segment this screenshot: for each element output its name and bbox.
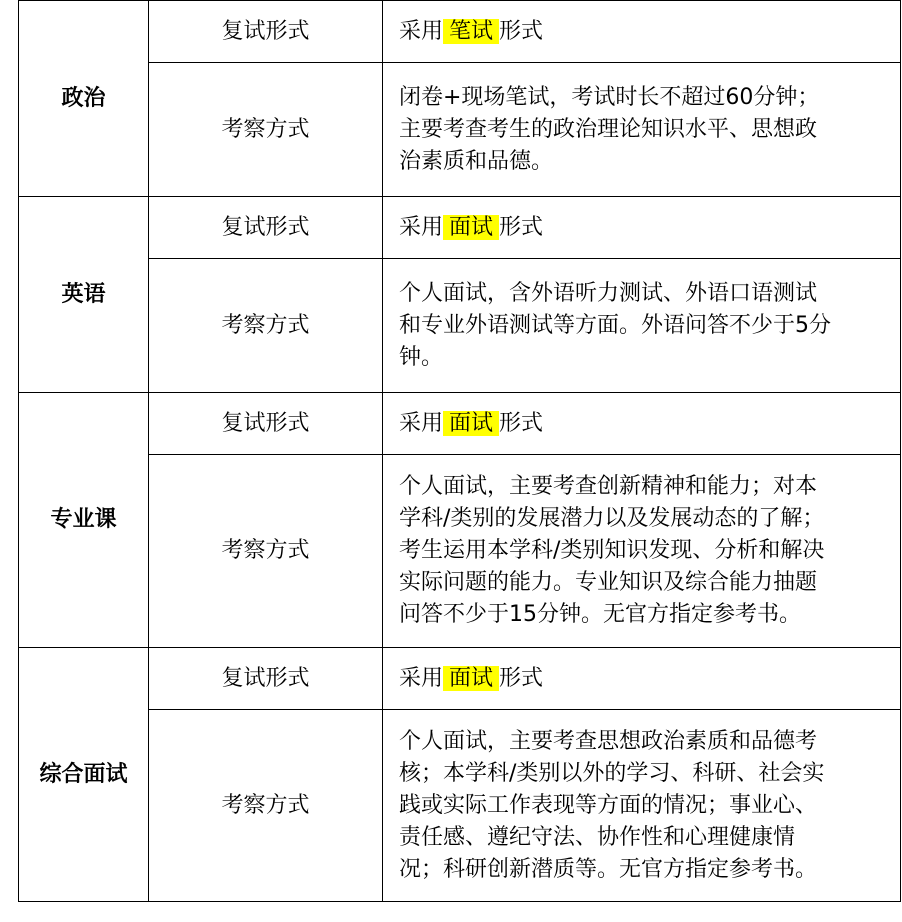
section-english-form-row: [19, 197, 901, 259]
form-label: 复试形式: [149, 197, 383, 259]
assess-line: 钟。: [399, 344, 444, 370]
form-prefix: 采用: [399, 410, 444, 436]
assess-line: 实际问题的能力。专业知识及综合能力抽题: [399, 570, 818, 595]
form-prefix: 采用: [399, 665, 444, 691]
assess-value: [383, 259, 901, 393]
assess-line: 考生运用本学科/类别知识发现、分析和解决: [399, 538, 825, 563]
assess-value: [383, 455, 901, 648]
form-suffix: 形式: [499, 665, 544, 691]
form-label: 复试形式: [149, 393, 383, 455]
assess-line: 主要考查考生的政治理论知识水平、思想政: [399, 116, 818, 142]
subject-cell: 综合面试: [19, 648, 149, 902]
section-politics-form-row: [19, 1, 901, 63]
assess-line: 闭卷+现场笔试，考试时长不超过60分钟；: [399, 84, 820, 110]
section-interview-assess-row: [19, 710, 901, 902]
form-value: [383, 393, 901, 455]
subject-cell: 英语: [19, 197, 149, 393]
assess-value: [383, 710, 901, 902]
form-value: [383, 1, 901, 63]
form-highlight: 面试: [443, 215, 499, 240]
assess-label: 考察方式: [149, 455, 383, 648]
exam-format-table: [18, 0, 901, 902]
form-value: [383, 648, 901, 710]
assess-line: 和专业外语测试等方面。外语问答不少于5分: [399, 312, 831, 338]
assess-value: [383, 63, 901, 197]
section-major-assess-row: [19, 455, 901, 648]
form-prefix: 采用: [399, 18, 444, 44]
section-politics-assess-row: [19, 63, 901, 197]
assess-line: 个人面试，含外语听力测试、外语口语测试: [399, 280, 818, 306]
assess-line: 践或实际工作表现等方面的情况；事业心、: [399, 792, 818, 818]
assess-line: 学科/类别的发展潜力以及发展动态的了解；: [399, 506, 825, 531]
form-label: 复试形式: [149, 648, 383, 710]
subject-cell: 专业课: [19, 393, 149, 648]
assess-line: 责任感、遵纪守法、协作性和心理健康情: [399, 824, 796, 850]
section-major-form-row: [19, 393, 901, 455]
form-highlight: 面试: [443, 411, 499, 436]
assess-label: 考察方式: [149, 259, 383, 393]
section-interview-form-row: [19, 648, 901, 710]
form-value: [383, 197, 901, 259]
assess-line: 治素质和品德。: [399, 148, 554, 174]
assess-line: 况；科研创新潜质等。无官方指定参考书。: [399, 856, 818, 882]
assess-label: 考察方式: [149, 710, 383, 902]
form-suffix: 形式: [499, 214, 544, 240]
section-english-assess-row: [19, 259, 901, 393]
form-highlight: 面试: [443, 666, 499, 691]
form-suffix: 形式: [499, 18, 544, 44]
form-highlight: 笔试: [443, 19, 499, 44]
assess-line: 个人面试，主要考查创新精神和能力；对本: [399, 474, 818, 499]
form-prefix: 采用: [399, 214, 444, 240]
subject-cell: 政治: [19, 1, 149, 197]
assess-line: 个人面试，主要考查思想政治素质和品德考: [399, 728, 818, 754]
assess-label: 考察方式: [149, 63, 383, 197]
assess-line: 问答不少于15分钟。无官方指定参考书。: [399, 602, 801, 627]
form-suffix: 形式: [499, 410, 544, 436]
assess-line: 核；本学科/类别以外的学习、科研、社会实: [399, 760, 825, 786]
form-label: 复试形式: [149, 1, 383, 63]
